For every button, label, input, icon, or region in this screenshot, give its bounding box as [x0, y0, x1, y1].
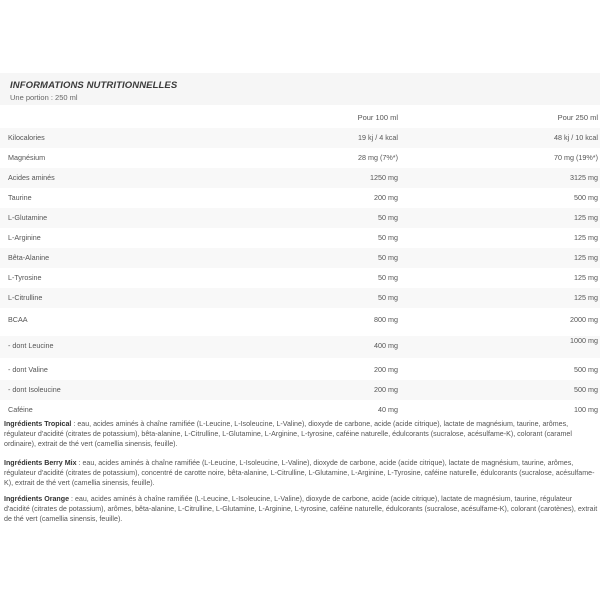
ingredients-text: : eau, acides aminés à chaîne ramifiée (L-Leucine, L-Isoleucine, L-Valine), dioxyde de carbone, acide (acide citrique), lactate de magnésium, taurine, arômes, régulateur d'acidité (citrates de potassium), bêta-alanine, L-Citrulline, L-Glutamine, L-Arginine, L-tyrosine, caféine naturelle, édulcorants (sucralose, acésulfame-K), colorant (caramel ordinaire), extrait de thé vert (camellia sinensis, feuille).	[4, 420, 572, 449]
value-per-250ml: 3125 mg	[570, 173, 598, 182]
nutrient-name: Taurine	[8, 193, 32, 202]
value-per-250ml: 125 mg	[574, 213, 598, 222]
ingredients-orange	[4, 494, 598, 525]
value-per-100ml: 1250 mg	[370, 173, 398, 182]
value-per-100ml: 50 mg	[378, 233, 398, 242]
nutrient-name: L-Tyrosine	[8, 273, 42, 282]
table-row	[0, 168, 600, 188]
table-row	[0, 228, 600, 248]
value-per-250ml: 48 kj / 10 kcal	[554, 133, 598, 142]
nutrient-name: L-Citrulline	[8, 293, 43, 302]
value-per-100ml: 50 mg	[378, 293, 398, 302]
value-per-100ml: 50 mg	[378, 273, 398, 282]
value-per-100ml: 400 mg	[374, 341, 398, 350]
value-per-100ml: 40 mg	[378, 405, 398, 414]
ingredients-label: Ingrédients Tropical	[4, 420, 72, 428]
value-per-250ml: 2000 mg	[570, 315, 598, 324]
value-per-250ml: 500 mg	[574, 365, 598, 374]
table-row	[0, 148, 600, 168]
table-row	[0, 310, 600, 330]
table-row	[0, 336, 600, 358]
column-header-per-100ml: Pour 100 ml	[357, 113, 398, 122]
ingredients-berry-mix	[4, 458, 598, 489]
ingredients-tropical	[4, 419, 598, 450]
ingredients-text: : eau, acides aminés à chaîne ramifiée (L-Leucine, L-Isoleucine, L-Valine), dioxyde de carbone, acide (acide citrique), lactate de magnésium, taurine, régulateur d'acidité (citrates de potassium), arômes, bêta-alanine, L-Citrulline, L-Glutamine, L-Arginine, L-tyrosine, caféine naturelle, édulcorants (sucralose, acésulfame-K), colorant (carotènes), extrait de thé vert (camellia sinensis, feuille).	[4, 495, 598, 524]
nutrient-name: - dont Isoleucine	[8, 385, 61, 394]
ingredients-label: Ingrédients Orange	[4, 495, 70, 503]
ingredients-text: : eau, acides aminés à chaîne ramifiée (L-Leucine, L-Isoleucine, L-Valine), dioxyde de carbone, acide (acide citrique), lactate de magnésium, taurine, arômes, régulateur d'acidité (citrates de potassium), concentré de carotte noire, bêta-alanine, L-Citrulline, L-Glutamine, L-Arginine, L-Tyrosine, caféine naturelle, édulcorants (sucralose, acésulfame-K), extrait de thé vert (camellia sinensis, feuille).	[4, 459, 595, 488]
nutrient-name: Kilocalories	[8, 133, 45, 142]
value-per-250ml: 125 mg	[574, 233, 598, 242]
value-per-100ml: 50 mg	[378, 213, 398, 222]
table-row	[0, 188, 600, 208]
nutrient-name: - dont Valine	[8, 365, 48, 374]
value-per-100ml: 200 mg	[374, 365, 398, 374]
nutrient-name: Acides aminés	[8, 173, 55, 182]
value-per-250ml: 100 mg	[574, 405, 598, 414]
value-per-100ml: 800 mg	[374, 315, 398, 324]
value-per-250ml: 125 mg	[574, 273, 598, 282]
nutrient-name: - dont Leucine	[8, 341, 54, 350]
nutrient-name: L-Glutamine	[8, 213, 48, 222]
value-per-250ml: 500 mg	[574, 385, 598, 394]
value-per-100ml: 28 mg (7%*)	[358, 153, 398, 162]
nutrient-name: L-Arginine	[8, 233, 41, 242]
ingredients-label: Ingrédients Berry Mix	[4, 459, 77, 467]
value-per-250ml: 125 mg	[574, 253, 598, 262]
value-per-250ml: 1000 mg	[570, 336, 598, 345]
nutrient-name: Bêta-Alanine	[8, 253, 50, 262]
nutrient-name: Caféine	[8, 405, 33, 414]
value-per-100ml: 200 mg	[374, 193, 398, 202]
value-per-100ml: 200 mg	[374, 385, 398, 394]
table-row	[0, 248, 600, 268]
table-row	[0, 208, 600, 228]
portion-size: Une portion : 250 ml	[10, 93, 78, 102]
value-per-250ml: 500 mg	[574, 193, 598, 202]
table-row	[0, 400, 600, 420]
column-header-per-250ml: Pour 250 ml	[557, 113, 598, 122]
table-row	[0, 268, 600, 288]
nutrient-name: Magnésium	[8, 153, 46, 162]
nutrient-name: BCAA	[8, 315, 28, 324]
value-per-100ml: 19 kj / 4 kcal	[358, 133, 398, 142]
value-per-250ml: 125 mg	[574, 293, 598, 302]
value-per-100ml: 50 mg	[378, 253, 398, 262]
table-row	[0, 288, 600, 308]
value-per-250ml: 70 mg (19%*)	[554, 153, 598, 162]
table-row	[0, 360, 600, 380]
table-row	[0, 380, 600, 400]
page-title: INFORMATIONS NUTRITIONNELLES	[10, 80, 178, 91]
table-row	[0, 128, 600, 148]
